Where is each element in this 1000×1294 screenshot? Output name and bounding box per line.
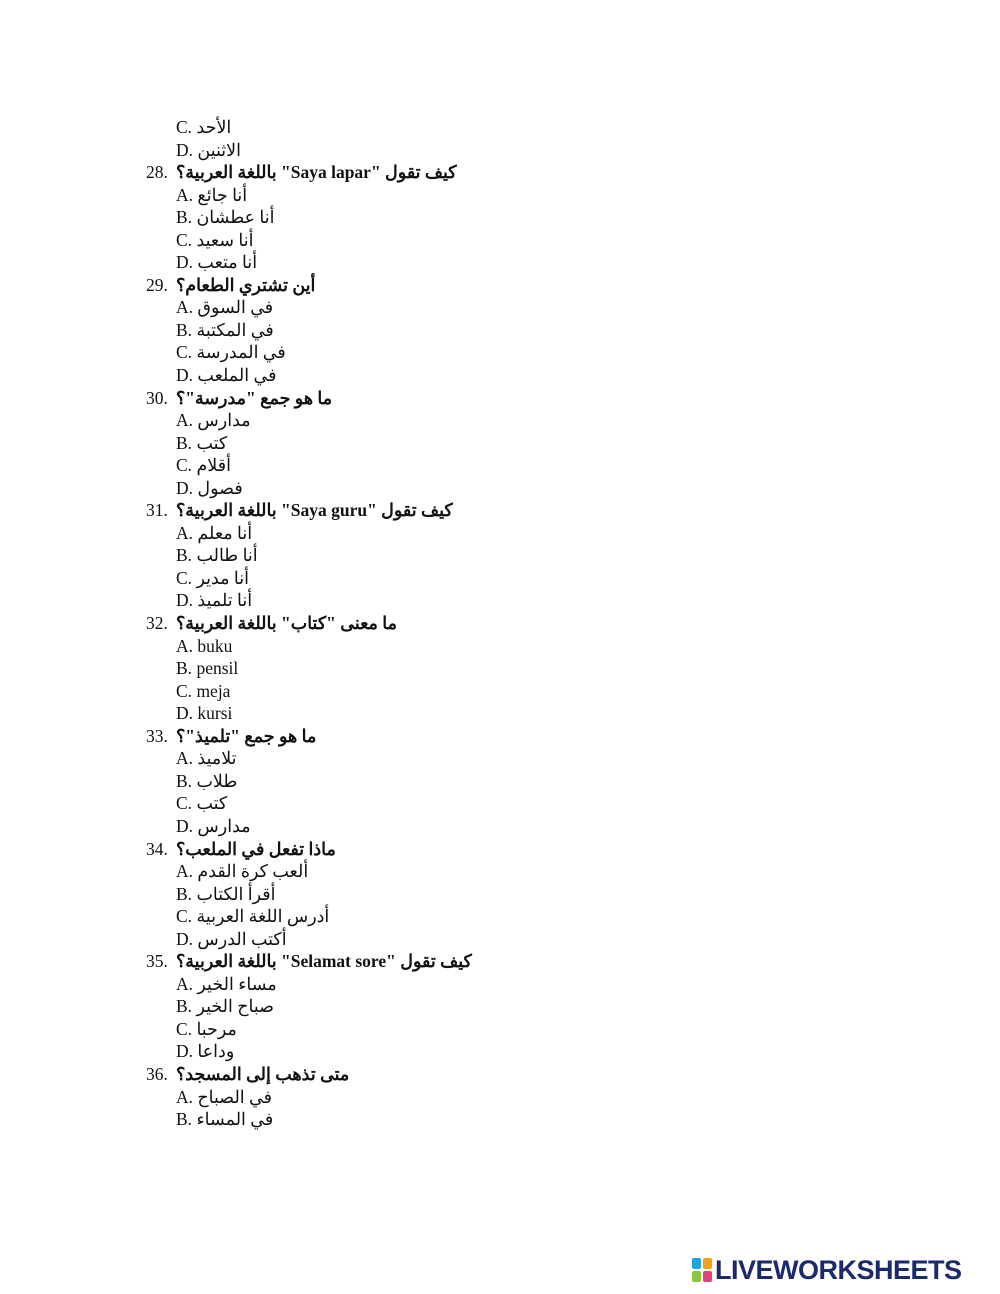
answer-option [146, 206, 846, 229]
answer-option [146, 928, 846, 951]
option-letter: C. [176, 906, 193, 927]
option-text: أنا متعب [197, 252, 258, 273]
option-letter: D. [176, 815, 194, 836]
option-text: meja [196, 680, 231, 701]
option-letter: D. [176, 252, 194, 273]
option-text: مساء الخير [197, 973, 277, 994]
answer-option [146, 229, 846, 252]
logo-square-2 [703, 1258, 712, 1269]
option-text: أقلام [196, 455, 231, 476]
option-letter: B. [176, 658, 193, 679]
option-text: طلاب [196, 770, 238, 791]
option-letter: D. [176, 703, 194, 724]
option-letter: C. [176, 567, 193, 588]
question-line [146, 161, 846, 184]
option-text: أنا سعيد [196, 229, 254, 250]
option-text: في المكتبة [196, 319, 274, 340]
option-text: أنا تلميذ [197, 590, 253, 611]
question-number: 29. [146, 274, 168, 295]
option-text: أنا جائع [197, 184, 248, 205]
logo-square-4 [703, 1271, 712, 1282]
answer-option [146, 657, 846, 680]
option-letter: B. [176, 996, 193, 1017]
option-text: في السوق [197, 297, 274, 318]
answer-option [146, 860, 846, 883]
option-text: ألعب كرة القدم [197, 861, 309, 882]
option-text: فصول [197, 477, 243, 498]
answer-option [146, 747, 846, 770]
option-text: الأحد [196, 117, 232, 137]
question-line [146, 612, 846, 635]
liveworksheets-logo-icon [692, 1258, 712, 1282]
option-letter: B. [176, 883, 193, 904]
option-text: مرحبا [196, 1018, 237, 1039]
option-letter: D. [176, 365, 194, 386]
option-letter: C. [176, 1018, 193, 1039]
option-letter: D. [176, 139, 194, 160]
answer-option [146, 454, 846, 477]
option-letter: B. [176, 770, 193, 791]
question-text: ماذا تفعل في الملعب؟ [176, 838, 336, 859]
option-letter: B. [176, 207, 193, 228]
question-number: 33. [146, 725, 168, 746]
liveworksheets-logo[interactable] [692, 1254, 962, 1286]
answer-option [146, 432, 846, 455]
option-text: في المدرسة [196, 342, 286, 363]
question-line [146, 725, 846, 748]
option-letter: A. [176, 748, 194, 769]
question-line [146, 838, 846, 861]
option-letter: D. [176, 928, 194, 949]
question-text: كيف تقول "Saya guru" باللغة العربية؟ [176, 500, 453, 521]
answer-option [146, 1086, 846, 1109]
option-letter: A. [176, 1086, 194, 1107]
question-line [146, 274, 846, 297]
option-text: مدارس [197, 410, 251, 431]
question-number: 34. [146, 838, 168, 859]
option-letter: A. [176, 635, 194, 656]
answer-option [146, 364, 846, 387]
question-number: 35. [146, 951, 168, 972]
option-letter: D. [176, 477, 194, 498]
answer-option [146, 139, 846, 162]
option-text: في الملعب [197, 365, 277, 386]
option-text: تلاميذ [197, 748, 237, 769]
option-letter: D. [176, 590, 194, 611]
question-number: 32. [146, 613, 168, 634]
logo-square-1 [692, 1258, 701, 1269]
option-letter: C. [176, 229, 193, 250]
answer-option [146, 905, 846, 928]
option-letter: C. [176, 793, 193, 814]
option-text: في الصباح [197, 1086, 272, 1107]
option-text: أكتب الدرس [197, 928, 287, 949]
question-text: كيف تقول "Saya lapar" باللغة العربية؟ [176, 162, 457, 183]
question-line [146, 1063, 846, 1086]
question-line [146, 387, 846, 410]
answer-option [146, 409, 846, 432]
question-number: 30. [146, 387, 168, 408]
option-text: في المساء [196, 1109, 274, 1130]
option-text: kursi [197, 703, 233, 724]
question-text: كيف تقول "Selamat sore" باللغة العربية؟ [176, 951, 472, 972]
option-text: صباح الخير [196, 996, 275, 1017]
option-text: مدارس [197, 815, 251, 836]
option-text: أنا عطشان [196, 207, 275, 228]
answer-option [146, 184, 846, 207]
option-text: وداعا [197, 1041, 235, 1062]
answer-option [146, 1018, 846, 1041]
option-letter: A. [176, 184, 194, 205]
answer-option [146, 995, 846, 1018]
logo-text: LIVEWORKSHEETS [715, 1254, 962, 1285]
answer-option [146, 770, 846, 793]
option-text: كتب [196, 793, 228, 814]
answer-option [146, 296, 846, 319]
question-text: ما هو جمع "مدرسة"؟ [176, 387, 333, 408]
logo-square-3 [692, 1271, 701, 1282]
option-letter: C. [176, 117, 193, 137]
question-text: أين تشتري الطعام؟ [176, 274, 316, 295]
question-number: 28. [146, 162, 168, 183]
option-text: أقرأ الكتاب [196, 883, 276, 904]
option-letter: A. [176, 410, 194, 431]
option-text: كتب [196, 432, 228, 453]
option-text: أنا معلم [197, 522, 253, 543]
question-text: متى تذهب إلى المسجد؟ [176, 1063, 350, 1084]
option-letter: A. [176, 522, 194, 543]
answer-option [146, 251, 846, 274]
answer-option [146, 477, 846, 500]
option-text: أنا مدير [196, 567, 249, 588]
question-line [146, 499, 846, 522]
answer-option [146, 702, 846, 725]
answer-option [146, 544, 846, 567]
option-letter: A. [176, 297, 194, 318]
question-text: ما هو جمع "تلميذ"؟ [176, 725, 317, 746]
option-letter: A. [176, 973, 194, 994]
answer-option [146, 319, 846, 342]
option-letter: B. [176, 319, 193, 340]
answer-option [146, 635, 846, 658]
answer-option [146, 1108, 846, 1131]
option-letter: B. [176, 545, 193, 566]
answer-option [146, 815, 846, 838]
option-letter: C. [176, 342, 193, 363]
question-number: 31. [146, 500, 168, 521]
answer-option [146, 341, 846, 364]
answer-option [146, 116, 846, 139]
answer-option [146, 973, 846, 996]
answer-option [146, 522, 846, 545]
option-text: أنا طالب [196, 545, 258, 566]
option-letter: A. [176, 861, 194, 882]
answer-option [146, 883, 846, 906]
question-line [146, 950, 846, 973]
option-text: الاثنين [197, 139, 241, 160]
answer-option [146, 680, 846, 703]
option-letter: B. [176, 1109, 193, 1130]
option-letter: B. [176, 432, 193, 453]
option-text: أدرس اللغة العربية [196, 906, 330, 927]
option-letter: D. [176, 1041, 194, 1062]
question-text: ما معنى "كتاب" باللغة العربية؟ [176, 613, 398, 634]
answer-option [146, 567, 846, 590]
option-text: pensil [196, 658, 239, 679]
option-letter: C. [176, 680, 193, 701]
answer-option [146, 792, 846, 815]
answer-option [146, 589, 846, 612]
worksheet-content [146, 116, 846, 1131]
question-number: 36. [146, 1063, 168, 1084]
answer-option [146, 1040, 846, 1063]
option-text: buku [197, 635, 233, 656]
option-letter: C. [176, 455, 193, 476]
